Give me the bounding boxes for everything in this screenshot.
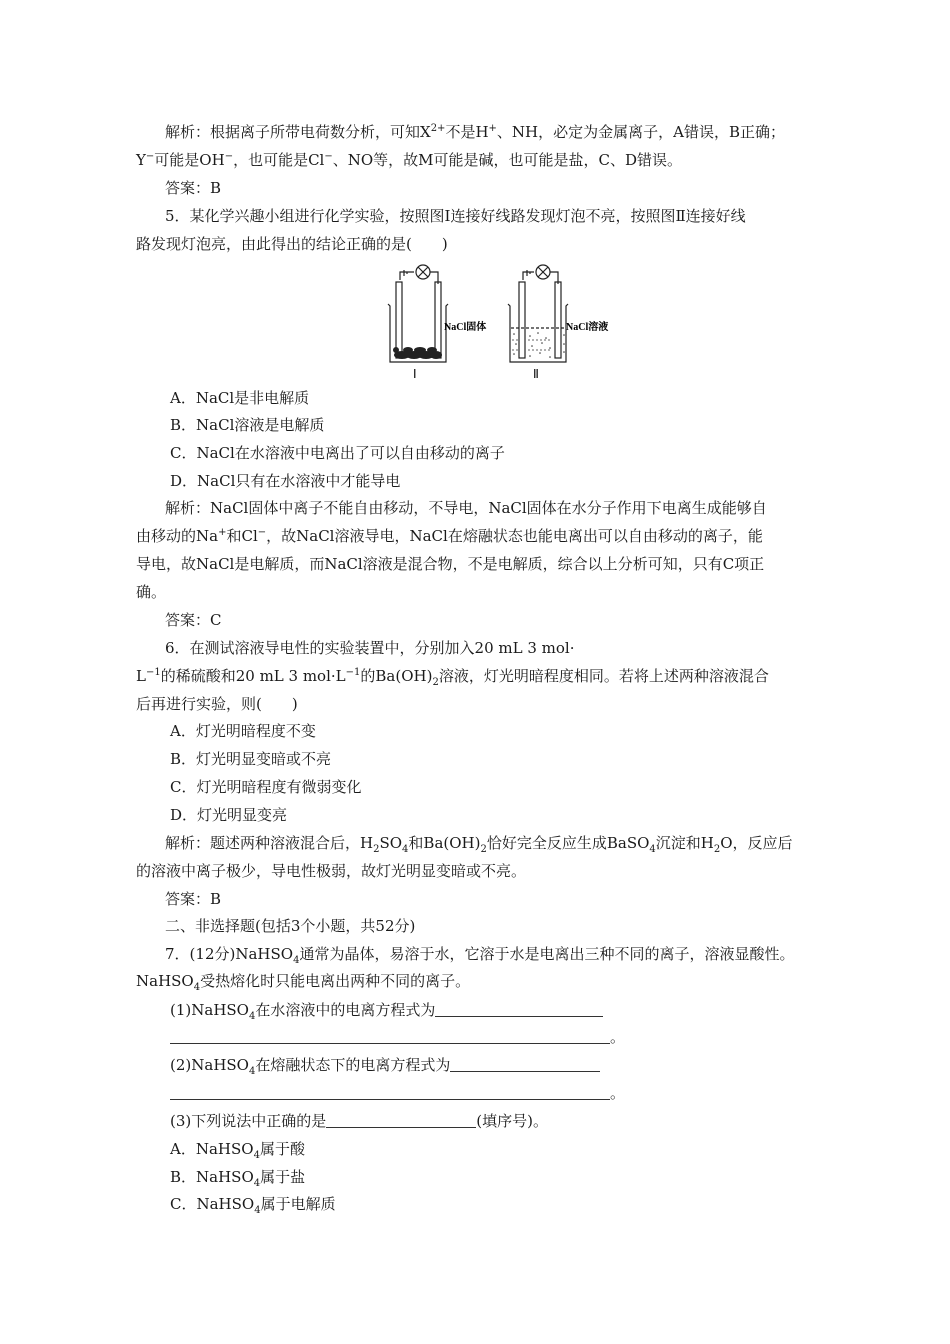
q5-analysis-line-4: 确。: [136, 583, 167, 601]
figure-1-label: NaCl固体: [444, 322, 487, 333]
q4-answer: 答案：B: [165, 179, 222, 197]
q7-option-a: A．NaHSO$_4$属于酸: [170, 1140, 305, 1161]
q7-sub2: (2)NaHSO$_4$在熔融状态下的电离方程式为: [170, 1054, 600, 1076]
q5-option-d: D．NaCl只有在水溶液中才能导电: [170, 472, 401, 490]
q5-circuit-figure: [380, 262, 620, 384]
answer-blank-5[interactable]: [326, 1112, 476, 1128]
q5-option-a: A．NaCl是非电解质: [170, 389, 310, 407]
nacl-solid-pile: [393, 347, 442, 359]
q5-analysis-line-1: 解析：NaCl固体中离子不能自由移动，不导电，NaCl固体在水分子作用下电离生成能够自: [165, 499, 767, 517]
q4-analysis-line-2: Y−可能是OH−，也可能是Cl−、NO等，故M可能是碱，也可能是盐，C、D错误。: [136, 151, 683, 169]
answer-blank-2[interactable]: [170, 1028, 610, 1044]
q7-sub1-continuation: 。: [170, 1026, 625, 1048]
q6-analysis-line-2: 的溶液中离子极少，导电性极弱，故灯光明显变暗或不亮。: [136, 862, 527, 880]
q6-option-d: D．灯光明显变亮: [170, 806, 288, 824]
q6-option-c: C．灯光明暗程度有微弱变化: [170, 778, 362, 796]
q6-option-b: B．灯光明显变暗或不亮: [170, 750, 332, 768]
q7-sub3: (3)下列说法中正确的是 (填序号)。: [170, 1112, 548, 1130]
q6-stem-line-2: $L^{-1}$的稀硫酸和20 mL 3 $mol\cdot L^{-1}$的$Ba(OH)_2$溶液，灯光明暗程度相同。若将上述两种溶液混合: [136, 667, 769, 688]
q6-stem-line-3: 后再进行实验，则( ): [136, 695, 298, 713]
q5-answer: 答案：C: [165, 611, 222, 629]
q6-answer: 答案：B: [165, 890, 222, 908]
q5-analysis-line-3: 导电，故NaCl是电解质，而NaCl溶液是混合物，不是电解质，综合以上分析可知，只有C项正: [136, 555, 765, 573]
section-heading: 二、非选择题(包括3个小题，共52分): [165, 917, 416, 935]
q5-stem-line-2: 路发现灯泡亮，由此得出的结论正确的是( ): [136, 235, 448, 253]
figure-1-number: Ⅰ: [413, 367, 417, 381]
q5-option-b: B．NaCl溶液是电解质: [170, 416, 325, 434]
answer-blank-4[interactable]: [170, 1084, 610, 1100]
q5-stem-line-1: 5．某化学兴趣小组进行化学实验，按照图Ⅰ连接好线路发现灯泡不亮，按照图Ⅱ连接好线: [165, 207, 746, 225]
q4-analysis-line-1: 解析：根据离子所带电荷数分析，可知$X^{2+}$不是H+、NH，必定为金属离子，A错误，B正确；: [165, 123, 785, 141]
q5-option-c: C．NaCl在水溶液中电离出了可以自由移动的离子: [170, 444, 505, 462]
nacl-solution-dots: [512, 332, 565, 358]
q7-stem-line-1: 7．(12分)NaHSO$_4$通常为晶体，易溶于水，它溶于水是电离出三种不同的离子，溶液显酸性。: [165, 945, 795, 966]
figure-2-number: Ⅱ: [533, 367, 539, 381]
q7-sub2-continuation: 。: [170, 1082, 625, 1104]
electrode-2b: [555, 282, 561, 358]
electrode-1a: [396, 282, 402, 358]
q7-sub1: (1)NaHSO$_4$在水溶液中的电离方程式为: [170, 999, 603, 1021]
figure-2-apparatus: [508, 265, 568, 362]
q6-analysis-line-1: 解析：题述两种溶液混合后，$H_2SO_4$和$Ba(OH)_2$恰好完全反应生成BaSO$_4$沉淀和$H_2O$，反应后: [165, 834, 793, 855]
q7-option-b: B．NaHSO$_4$属于盐: [170, 1168, 306, 1189]
electrode-2a: [519, 282, 525, 358]
electrode-1b: [435, 282, 441, 358]
figure-2-label: NaCl溶液: [566, 322, 609, 333]
q7-stem-line-2: NaHSO$_4$受热熔化时只能电离出两种不同的离子。: [136, 972, 471, 993]
q5-analysis-line-2: 由移动的Na+和Cl−，故NaCl溶液导电，NaCl在熔融状态也能电离出可以自由移动的离子，能: [136, 527, 763, 545]
q6-stem-line-1: 6．在测试溶液导电性的实验装置中，分别加入20 mL 3 mol·: [165, 639, 575, 657]
answer-blank-1[interactable]: [435, 1001, 603, 1017]
q7-option-c: C．NaHSO$_4$属于电解质: [170, 1195, 336, 1216]
answer-blank-3[interactable]: [450, 1056, 600, 1072]
q6-option-a: A．灯光明暗程度不变: [170, 722, 316, 740]
beaker-diagram: [380, 262, 620, 384]
